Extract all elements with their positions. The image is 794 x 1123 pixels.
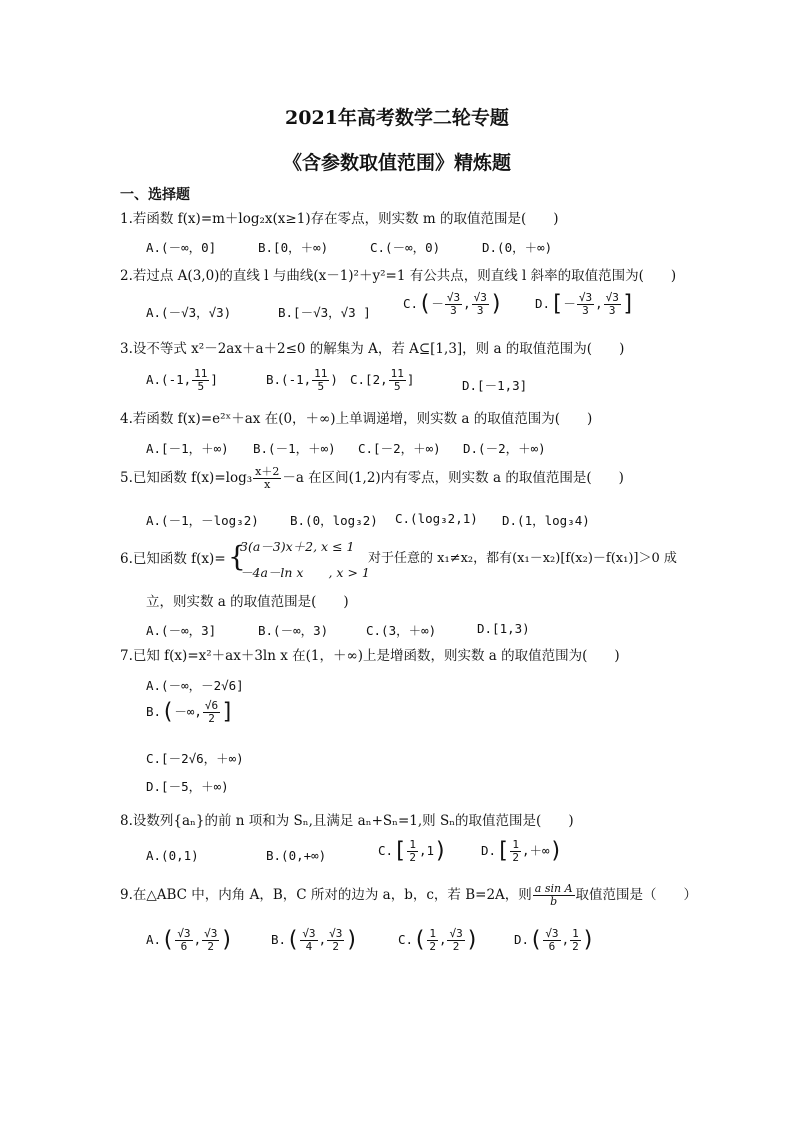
q6-option-a: A.(－∞，3]: [146, 623, 217, 638]
question-9-stem: 9.在△ABC 中，内角 A，B，C 所对的边为 a，b，c，若 B=2A，则 $\frac{\text{a sin A}}{b}$ 取值范围是（ ）: [120, 882, 698, 908]
q7-option-b: B.(－∞, $\frac{√6}{2}$ ]: [146, 699, 235, 725]
q6-option-d: D.[1,3): [477, 621, 530, 636]
fraction: $\frac{x+2}{x}$: [255, 465, 280, 491]
q4-option-c: C.[－2，＋∞): [358, 441, 441, 456]
q3-option-a: A.(-1, $\frac{11}{5}$ ]: [146, 367, 218, 393]
q4-option-b: B.(－1，＋∞): [253, 441, 336, 456]
section-heading: 一、选择题: [120, 187, 190, 203]
q5-option-b: B.(0，log₃2): [290, 513, 378, 528]
fraction: $\frac{√3}{3}$: [605, 291, 619, 317]
fraction: $\frac{11}{5}$: [314, 367, 328, 393]
q8-option-d: D.[ $\frac{1}{2}$ ,＋∞): [481, 838, 563, 864]
q4-option-d: D.(－2，＋∞): [463, 441, 546, 456]
q1-option-b: B.[0，＋∞): [258, 240, 329, 255]
piecewise-case-1: 3(a－3)x＋2, x ≤ 1: [240, 539, 355, 554]
q2-option-c: C.(－ $\frac{√3}{3}$ , $\frac{√3}{3}$ ): [403, 291, 504, 317]
fraction: $\frac{√3}{3}$: [473, 291, 487, 317]
q6-option-b: B.(－∞，3): [258, 623, 329, 638]
piecewise-brace: {: [228, 540, 246, 573]
q5-option-d: D.(1，log₃4): [502, 513, 590, 528]
piecewise-case-2: －4a－ln x , x > 1: [240, 565, 370, 580]
fraction: $\frac{√3}{6}$: [545, 927, 559, 953]
q5-option-a: A.(－1，－log₃2): [146, 513, 259, 528]
question-2-stem: 2.若过点 A(3,0)的直线 l 与曲线(x－1)²＋y²=1 有公共点，则直线 l 斜率的取值范围为( ): [120, 268, 677, 284]
q3-option-b: B.(-1, $\frac{11}{5}$ ): [266, 367, 338, 393]
q9-option-d: D.( $\frac{√3}{6}$ , $\frac{1}{2}$ ): [514, 927, 595, 953]
document-subtitle: 《含参数取值范围》精炼题: [282, 152, 511, 174]
q3-option-d: D.[－1,3]: [462, 378, 528, 393]
fraction: $\frac{√3}{2}$: [329, 927, 343, 953]
fraction: $\frac{√3}{3}$: [446, 291, 461, 317]
fraction: $\frac{1}{2}$: [409, 838, 416, 864]
q7-option-d: D.[－5，＋∞): [146, 779, 229, 794]
q9-option-c: C.( $\frac{1}{2}$ , $\frac{√3}{2}$ ): [398, 927, 479, 953]
q2-option-d: D.[－ $\frac{√3}{3}$ , $\frac{√3}{3}$ ]: [535, 291, 636, 317]
q1-option-c: C.(－∞，0): [370, 240, 441, 255]
q9-option-b: B.( $\frac{√3}{4}$ , $\frac{√3}{2}$ ): [271, 927, 359, 953]
q1-option-a: A.(－∞，0]: [146, 240, 217, 255]
question-4-stem: 4.若函数 f(x)=e²ˣ＋ax 在(0，＋∞)上单调递增，则实数 a 的取值范围为( ): [120, 411, 593, 427]
q7-option-c: C.[－2√6，＋∞): [146, 751, 244, 766]
question-6-stem-prefix: 6.已知函数 f(x)=: [120, 551, 226, 567]
q2-option-a: A.(－√3，√3): [146, 305, 232, 320]
q8-option-c: C.[ $\frac{1}{2}$ ,1): [378, 838, 448, 864]
q6-option-c: C.(3，＋∞): [366, 623, 437, 638]
q2-option-b: B.[－√3，√3 ]: [278, 305, 371, 320]
q1-option-d: D.(0，＋∞): [482, 240, 553, 255]
fraction: $\frac{√6}{2}$: [204, 699, 219, 725]
question-5-stem: 5.已知函数 f(x)=log₃ $\frac{x+2}{x}$ －a 在区间(1,2)内有零点，则实数 a 的取值范围是( ): [120, 465, 624, 491]
q3-option-c: C.[2, $\frac{11}{5}$ ]: [350, 367, 415, 393]
fraction: $\frac{√3}{2}$: [204, 927, 218, 953]
question-6-stem-suffix: 对于任意的 x₁≠x₂，都有(x₁－x₂)[f(x₂)－f(x₁)]＞0 成: [368, 551, 677, 566]
question-7-stem: 7.已知 f(x)=x²＋ax＋3ln x 在(1，＋∞)上是增函数，则实数 a 的取值范围为( ): [120, 648, 620, 664]
fraction: $\frac{√3}{2}$: [449, 927, 463, 953]
question-6-stem-cont: 立，则实数 a 的取值范围是( ): [146, 594, 349, 610]
document-title: 2021年高考数学二轮专题: [285, 107, 509, 129]
fraction: $\frac{√3}{4}$: [302, 927, 316, 953]
q8-option-b: B.(0,+∞): [266, 848, 327, 863]
fraction: $\frac{√3}{3}$: [578, 291, 593, 317]
fraction: $\frac{1}{2}$: [429, 927, 436, 953]
q9-option-a: A.( $\frac{√3}{6}$ , $\frac{√3}{2}$ ): [146, 927, 234, 953]
question-3-stem: 3.设不等式 x²－2ax＋a＋2≤0 的解集为 A，若 A⊆[1,3]，则 a 的取值范围为( ): [120, 341, 625, 357]
q7-option-a: A.(－∞，－2√6]: [146, 678, 244, 693]
fraction: $\frac{11}{5}$: [390, 367, 404, 393]
q5-option-c: C.(log₃2,1): [395, 511, 478, 526]
q4-option-a: A.[－1，＋∞): [146, 441, 229, 456]
fraction: $\frac{√3}{6}$: [177, 927, 191, 953]
fraction: $\frac{\text{a sin A}}{b}$: [534, 882, 573, 908]
question-1-stem: 1.若函数 f(x)=m＋log₂x(x≥1)存在零点，则实数 m 的取值范围是( ): [120, 211, 559, 227]
q8-option-a: A.(0,1): [146, 848, 199, 863]
fraction: $\frac{11}{5}$: [194, 367, 208, 393]
fraction: $\frac{1}{2}$: [572, 927, 579, 953]
question-8-stem: 8.设数列{aₙ}的前 n 项和为 Sₙ,且满足 aₙ+Sₙ=1,则 Sₙ的取值范围是( ): [120, 813, 574, 829]
fraction: $\frac{1}{2}$: [512, 838, 519, 864]
